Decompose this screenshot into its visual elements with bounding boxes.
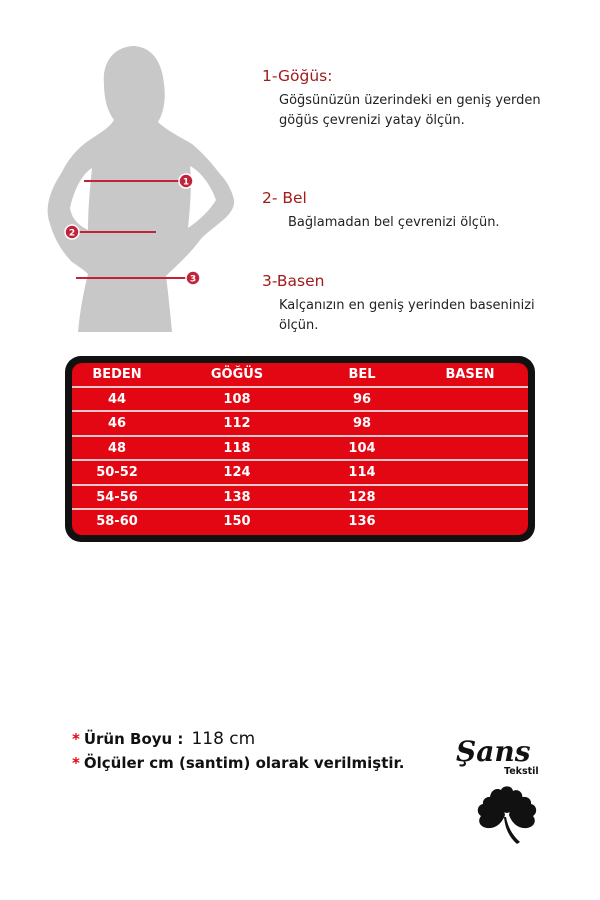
cell-chest: 108 bbox=[223, 391, 251, 407]
logo-subtitle: Tekstil bbox=[504, 766, 539, 777]
instruction-waist-title: 2- Bel bbox=[262, 189, 307, 207]
instruction-hip-title: 3-Basen bbox=[262, 272, 325, 290]
instruction-hip bbox=[262, 272, 569, 336]
cell-hip bbox=[412, 388, 528, 411]
notes bbox=[72, 727, 405, 775]
table-row bbox=[72, 486, 528, 511]
cell-chest: 150 bbox=[223, 514, 251, 530]
table-row bbox=[72, 461, 528, 486]
body-silhouette-figure bbox=[40, 40, 245, 332]
cell-chest: 118 bbox=[223, 440, 251, 456]
table-row bbox=[72, 388, 528, 413]
cell-size: 54-56 bbox=[96, 489, 138, 505]
cell-waist: 136 bbox=[348, 514, 376, 530]
cell-size: 46 bbox=[107, 416, 127, 432]
cell-chest: 138 bbox=[223, 489, 251, 505]
star-marker: * bbox=[72, 730, 80, 748]
cell-waist: 128 bbox=[348, 489, 376, 505]
marker-2-label: 2 bbox=[68, 228, 76, 239]
table-row bbox=[72, 412, 528, 437]
instruction-hip-text: Kalçanızın en geniş yerinden baseninizi ölçün. bbox=[279, 298, 535, 333]
instruction-chest-text: Göğsünüzün üzerindeki en geniş yerden göğüs çevrenizi yatay ölçün. bbox=[279, 93, 541, 128]
unit-note bbox=[72, 751, 405, 775]
cell-hip bbox=[412, 412, 528, 435]
cell-waist: 104 bbox=[348, 440, 376, 456]
size-table bbox=[65, 356, 535, 542]
cell-size: 48 bbox=[107, 440, 127, 456]
cell-hip bbox=[412, 510, 528, 535]
star-marker: * bbox=[72, 754, 80, 772]
table-row bbox=[72, 510, 528, 535]
instruction-waist bbox=[262, 189, 578, 233]
cell-size: 58-60 bbox=[96, 514, 138, 530]
cell-waist: 96 bbox=[352, 391, 372, 407]
cell-chest: 124 bbox=[223, 465, 251, 481]
cell-waist: 114 bbox=[348, 465, 376, 481]
length-value: 118 cm bbox=[191, 729, 256, 749]
instruction-chest-title: 1-Göğüs: bbox=[262, 67, 333, 85]
marker-3-label: 3 bbox=[189, 274, 197, 285]
cell-size: 50-52 bbox=[96, 465, 138, 481]
cell-hip bbox=[412, 461, 528, 484]
instruction-chest bbox=[262, 67, 569, 131]
cell-chest: 112 bbox=[223, 416, 251, 432]
header-gogus: GÖĞÜS bbox=[210, 367, 264, 382]
header-basen: BASEN bbox=[445, 367, 495, 382]
length-note bbox=[72, 727, 405, 751]
logo-name: Şans bbox=[456, 735, 531, 768]
length-label: Ürün Boyu : bbox=[83, 730, 184, 748]
table-row bbox=[72, 437, 528, 462]
size-table-body bbox=[72, 363, 528, 535]
instruction-waist-text: Bağlamadan bel çevrenizi ölçün. bbox=[288, 215, 500, 230]
cell-hip bbox=[412, 486, 528, 509]
table-header-row bbox=[72, 363, 528, 388]
marker-1-label: 1 bbox=[182, 177, 190, 188]
brand-logo bbox=[452, 735, 562, 845]
cell-size: 44 bbox=[107, 391, 127, 407]
cell-hip bbox=[412, 437, 528, 460]
clover-icon bbox=[474, 783, 540, 845]
header-bel: BEL bbox=[348, 367, 376, 382]
unit-note-text: Ölçüler cm (santim) olarak verilmiştir. bbox=[83, 754, 405, 772]
header-beden: BEDEN bbox=[92, 367, 142, 382]
cell-waist: 98 bbox=[352, 416, 372, 432]
